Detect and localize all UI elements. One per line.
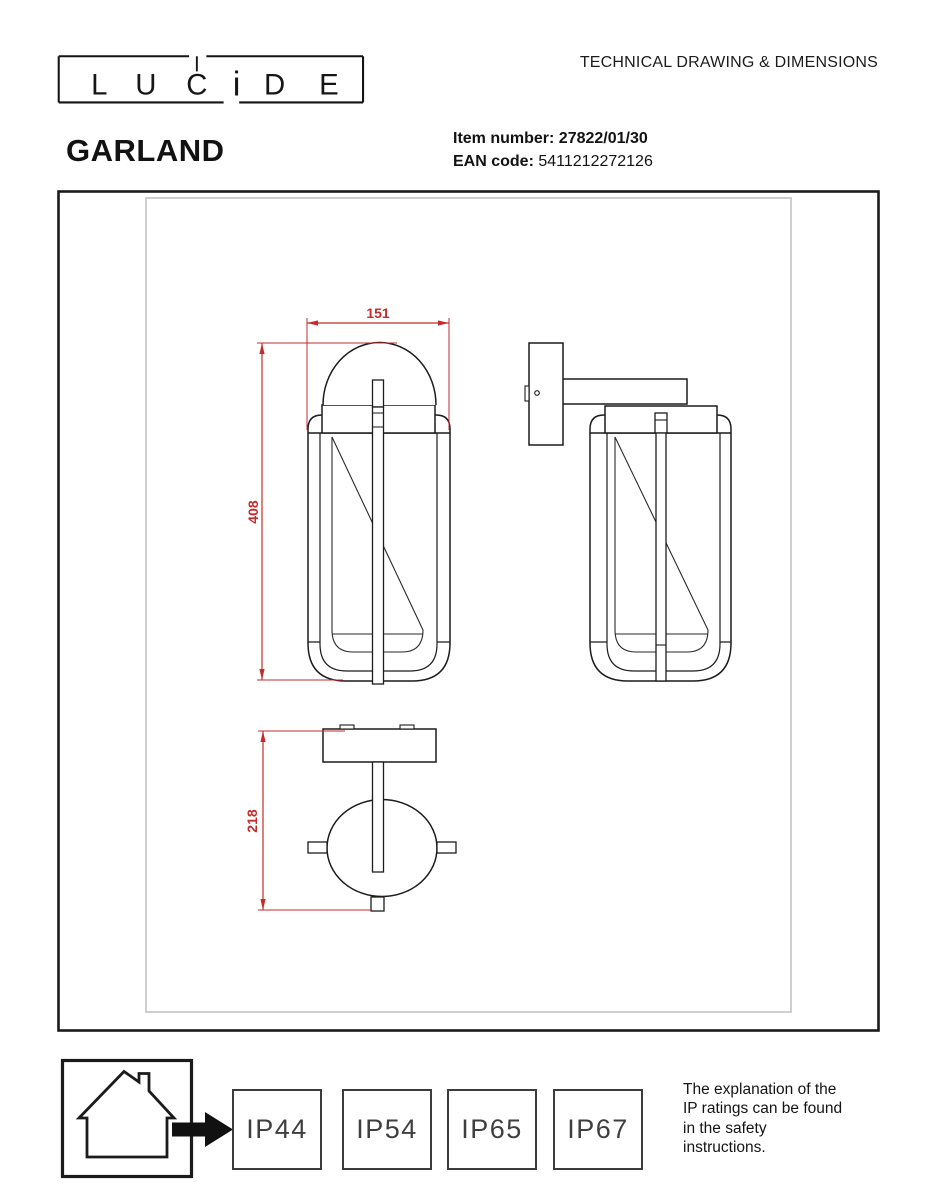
product-name: GARLAND (66, 133, 225, 168)
logo-letter-e: E (319, 68, 339, 102)
side-wall-plate (529, 343, 563, 445)
dim-height-value: 408 (245, 500, 261, 524)
logo-letter-u: U (135, 68, 157, 102)
side-view (525, 343, 731, 681)
ip-rating-badge-ip67: IP67 (553, 1089, 643, 1170)
top-side-tab-right (437, 842, 456, 853)
ean-value: 5411212272126 (538, 153, 653, 170)
top-view (308, 725, 456, 911)
ean-row (453, 150, 653, 173)
logo-letter-i: i (232, 65, 241, 104)
dim-depth-value: 218 (244, 809, 260, 833)
indoor-house-icon (58, 1058, 238, 1182)
front-center-bar (373, 407, 384, 684)
top-plate-tab-right (400, 725, 414, 729)
dim-width-value: 151 (366, 305, 390, 321)
top-side-tab-left (308, 842, 327, 853)
item-number-row (453, 127, 653, 150)
ip-rating-badge-ip65: IP65 (447, 1089, 537, 1170)
ean-label: EAN code: (453, 153, 534, 170)
dim-height-arrow-top (259, 343, 264, 354)
drawing-inner-frame (146, 198, 791, 1012)
house-outline-icon (79, 1072, 174, 1158)
document-title: TECHNICAL DRAWING & DIMENSIONS (579, 54, 878, 71)
top-plate-tab-left (340, 725, 354, 729)
logo-letter-d: D (263, 68, 286, 102)
top-wall-plate (323, 729, 436, 762)
front-top-pin (373, 380, 384, 407)
ip-rating-badge-ip44: IP44 (232, 1089, 322, 1170)
item-info-block (453, 127, 653, 173)
logo-letter-l: L (91, 68, 108, 102)
item-number-value: 27822/01/30 (558, 130, 648, 147)
dim-height-arrow-bottom (259, 669, 264, 680)
note-line: The explanation of the (683, 1081, 837, 1098)
right-arrow-icon (172, 1112, 233, 1147)
side-wall-arm (561, 379, 687, 404)
top-bottom-tab (371, 897, 384, 911)
ip-rating-badge-ip54: IP54 (342, 1089, 432, 1170)
item-number-label: Item number: (453, 130, 555, 147)
note-line: IP ratings can be found (683, 1100, 843, 1118)
top-arm-stem (373, 762, 384, 872)
dim-depth-arrow-bottom (260, 899, 265, 910)
technical-drawing-canvas (57, 190, 880, 1032)
lucide-logo (57, 50, 417, 110)
dim-width-arrow-right (438, 320, 449, 325)
side-center-bar (656, 433, 666, 681)
logo-letter-c: C (186, 68, 208, 102)
front-view (308, 342, 450, 684)
drawing-outer-frame (59, 192, 879, 1031)
ip-ratings-note (683, 1080, 883, 1157)
dim-width-arrow-left (307, 320, 318, 325)
side-plate-tab (525, 386, 529, 401)
side-top-pin (655, 413, 667, 433)
note-line: in the safety (683, 1119, 767, 1137)
note-line: instructions. (683, 1138, 766, 1156)
dim-depth-arrow-top (260, 731, 265, 742)
